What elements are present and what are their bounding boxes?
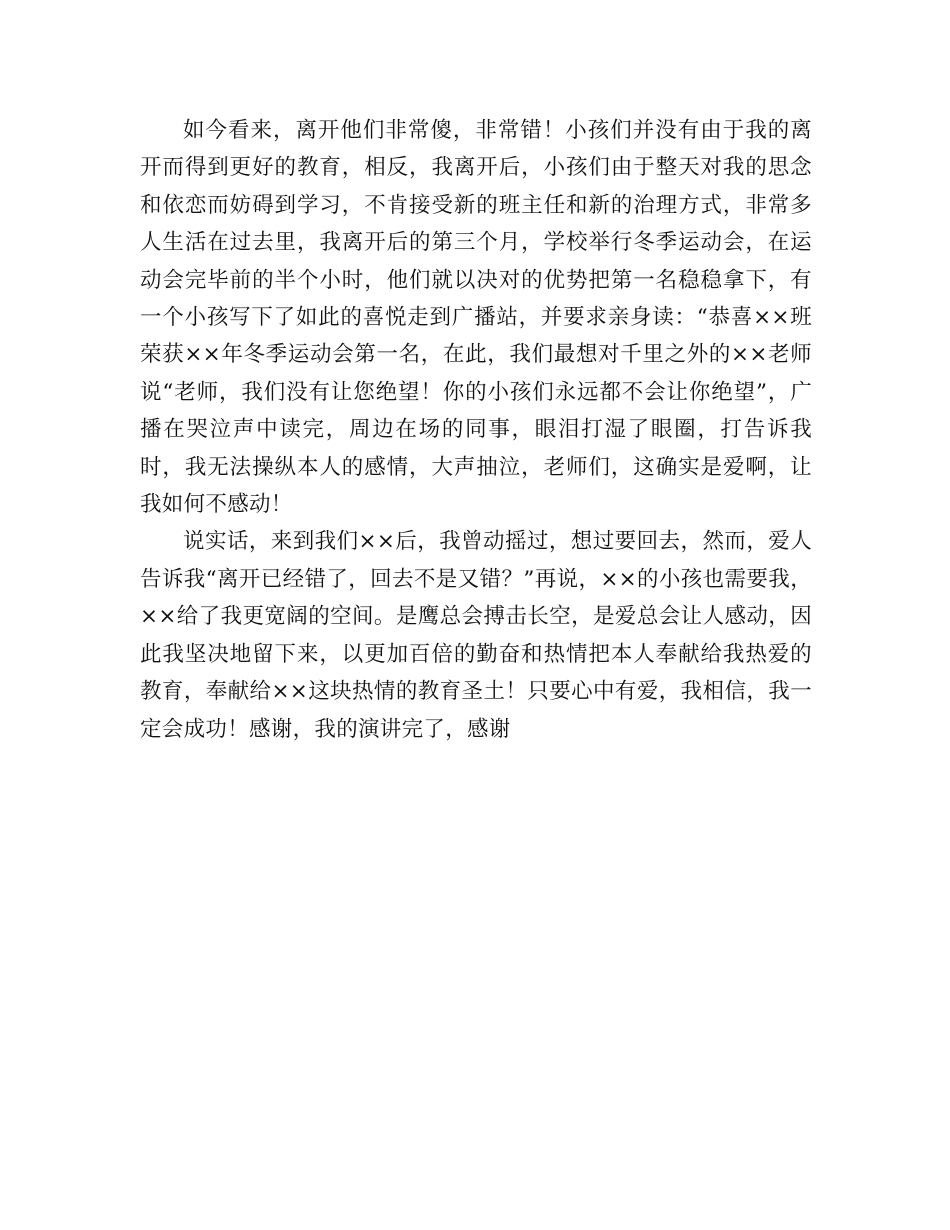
paragraph-2: 说实话，来到我们××后，我曾动摇过，想过要回去，然而，爱人告诉我“离开已经错了，回去不是又错？”再说，××的小孩也需要我，××给了我更宽阔的空间。是鹰总会搏击长空，是爱总会让人感动，因此我坚决地留下来，以更加百倍的勤奋和热情把本人奉献给我热爱的教育，奉献给××这块热情的教育圣土！只要心中有爱，我相信，我一定会成功！感谢，我的演讲完了，感谢 bbox=[140, 529, 812, 742]
document-body bbox=[140, 112, 812, 748]
paragraph-1: 如今看来，离开他们非常傻，非常错！小孩们并没有由于我的离开而得到更好的教育，相反，我离开后，小孩们由于整天对我的思念和依恋而妨碍到学习，不肯接受新的班主任和新的治理方式，非常多人生活在过去里，我离开后的第三个月，学校举行冬季运动会，在运动会完毕前的半个小时，他们就以决对的优势把第一名稳稳拿下，有一个小孩写下了如此的喜悦走到广播站，并要求亲身读：“恭喜××班荣获××年冬季运动会第一名，在此，我们最想对千里之外的××老师说“老师，我们没有让您绝望！你的小孩们永远都不会让你绝望”，广播在哭泣声中读完，周边在场的同事，眼泪打湿了眼圈，打告诉我时，我无法操纵本人的感情，大声抽泣，老师们，这确实是爱啊，让我如何不感动！ bbox=[140, 118, 812, 518]
